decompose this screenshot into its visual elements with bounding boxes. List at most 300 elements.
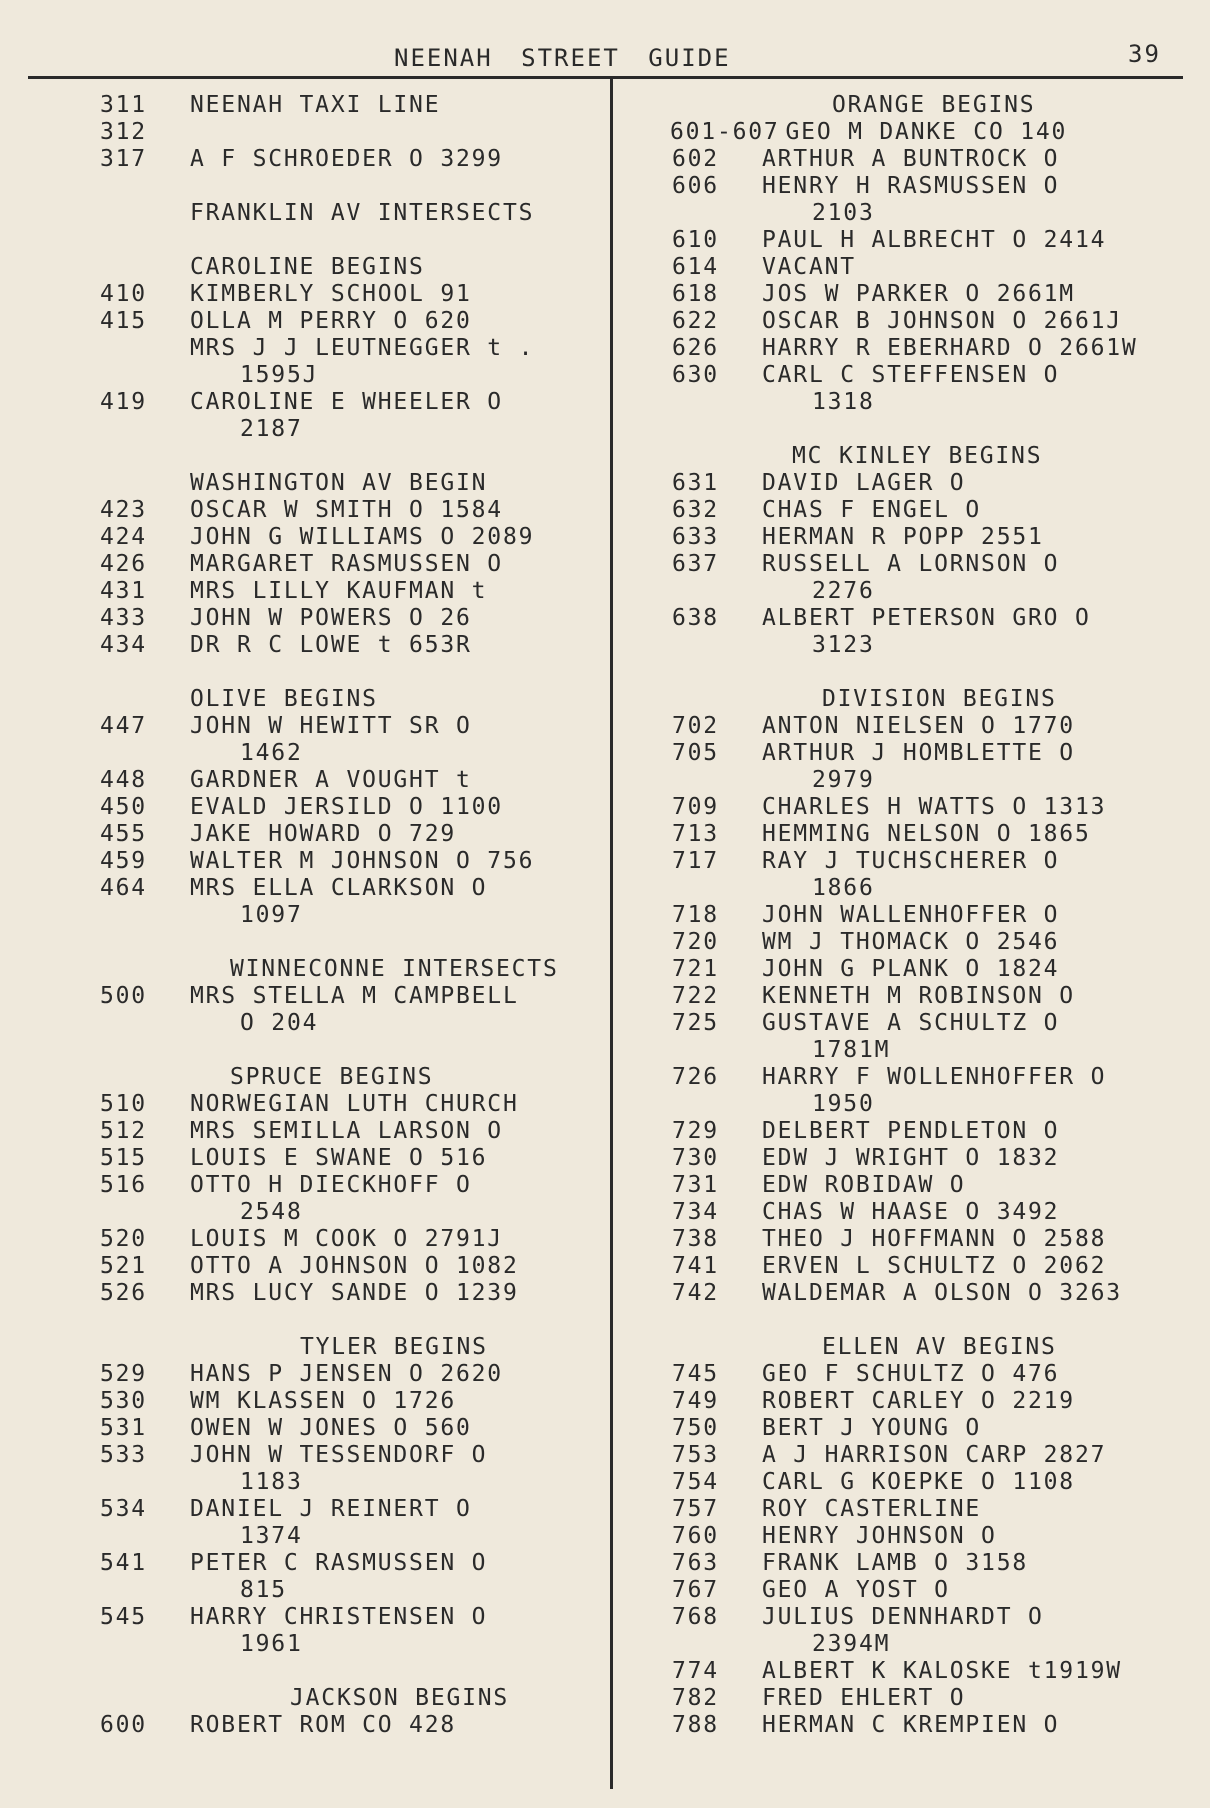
listing-row bbox=[100, 1442, 605, 1469]
house-number: 534 bbox=[100, 1496, 147, 1522]
listing-row bbox=[672, 1712, 1192, 1739]
occupant-name: MARGARET RASMUSSEN O bbox=[190, 551, 503, 577]
house-number: 754 bbox=[672, 1469, 719, 1495]
listing-row bbox=[672, 821, 1192, 848]
listing-row bbox=[100, 605, 605, 632]
occupant-name: GARDNER A VOUGHT t bbox=[190, 767, 472, 793]
listing-row bbox=[100, 983, 605, 1010]
house-number: 731 bbox=[672, 1172, 719, 1198]
occupant-name: RAY J TUCHSCHERER O bbox=[762, 848, 1060, 874]
house-number: 512 bbox=[100, 1118, 147, 1144]
house-number: 626 bbox=[672, 335, 719, 361]
listing-row bbox=[672, 1658, 1192, 1685]
house-number: 753 bbox=[672, 1442, 719, 1468]
listing-row bbox=[100, 1388, 605, 1415]
header-rule bbox=[28, 76, 1183, 79]
occupant-name: BERT J YOUNG O bbox=[762, 1415, 982, 1441]
occupant-name: ARTHUR A BUNTROCK O bbox=[762, 146, 1060, 172]
occupant-name: HENRY H RASMUSSEN O bbox=[762, 173, 1060, 199]
listing-continuation bbox=[672, 875, 1192, 902]
occupant-name: MRS LUCY SANDE O 1239 bbox=[190, 1280, 519, 1306]
listing-row bbox=[100, 1604, 605, 1631]
occupant-name: GEO A YOST O bbox=[762, 1577, 950, 1603]
occupant-name: FRANK LAMB O 3158 bbox=[762, 1550, 1029, 1576]
house-number: 705 bbox=[672, 740, 719, 766]
occupant-name: HARRY F WOLLENHOFFER O bbox=[762, 1064, 1107, 1090]
blank-line bbox=[100, 1037, 605, 1064]
house-number: 601-607 bbox=[670, 119, 780, 145]
section-label: JACKSON BEGINS bbox=[290, 1685, 510, 1711]
house-number: 455 bbox=[100, 821, 147, 847]
occupant-name: 1961 bbox=[240, 1631, 303, 1657]
occupant-name: 3123 bbox=[812, 632, 875, 658]
occupant-name: A J HARRISON CARP 2827 bbox=[762, 1442, 1107, 1468]
blank-line bbox=[100, 443, 605, 470]
listing-continuation bbox=[672, 389, 1192, 416]
listing-row bbox=[100, 632, 605, 659]
listing-row bbox=[100, 335, 605, 362]
listing-row bbox=[100, 1253, 605, 1280]
column-divider bbox=[610, 79, 613, 1789]
house-number: 531 bbox=[100, 1415, 147, 1441]
listing-row bbox=[100, 146, 605, 173]
house-number: 500 bbox=[100, 983, 147, 1009]
listing-continuation bbox=[672, 1091, 1192, 1118]
blank-line bbox=[100, 227, 605, 254]
occupant-name: EDW ROBIDAW O bbox=[762, 1172, 966, 1198]
occupant-name: WALDEMAR A OLSON O 3263 bbox=[762, 1280, 1122, 1306]
blank-line bbox=[100, 1307, 605, 1334]
listing-continuation bbox=[100, 1199, 605, 1226]
house-number: 317 bbox=[100, 146, 147, 172]
occupant-name: 2276 bbox=[812, 578, 875, 604]
listing-row bbox=[672, 983, 1192, 1010]
house-number: 610 bbox=[672, 227, 719, 253]
occupant-name: CHAS W HAASE O 3492 bbox=[762, 1199, 1060, 1225]
blank-line bbox=[672, 416, 1192, 443]
occupant-name: A F SCHROEDER O 3299 bbox=[190, 146, 503, 172]
listing-row bbox=[672, 1604, 1192, 1631]
street-section-heading bbox=[100, 1685, 605, 1712]
listing-row bbox=[672, 524, 1192, 551]
house-number: 757 bbox=[672, 1496, 719, 1522]
house-number: 768 bbox=[672, 1604, 719, 1630]
house-number: 749 bbox=[672, 1388, 719, 1414]
street-section-heading bbox=[100, 686, 605, 713]
occupant-name: EDW J WRIGHT O 1832 bbox=[762, 1145, 1060, 1171]
occupant-name: MRS SEMILLA LARSON O bbox=[190, 1118, 503, 1144]
listing-continuation bbox=[672, 632, 1192, 659]
section-label: WINNECONNE INTERSECTS bbox=[230, 956, 559, 982]
house-number: 638 bbox=[672, 605, 719, 631]
house-number: 464 bbox=[100, 875, 147, 901]
occupant-name: HEMMING NELSON O 1865 bbox=[762, 821, 1091, 847]
blank-line bbox=[672, 1307, 1192, 1334]
house-number: 434 bbox=[100, 632, 147, 658]
listing-row bbox=[672, 1145, 1192, 1172]
house-number: 410 bbox=[100, 281, 147, 307]
occupant-name: 1462 bbox=[240, 740, 303, 766]
page-title: NEENAH STREET GUIDE bbox=[394, 44, 731, 72]
house-number: 782 bbox=[672, 1685, 719, 1711]
occupant-name: 1781M bbox=[812, 1037, 891, 1063]
listing-row bbox=[672, 1685, 1192, 1712]
house-number: 515 bbox=[100, 1145, 147, 1171]
listing-row bbox=[672, 470, 1192, 497]
occupant-name: JOHN G PLANK O 1824 bbox=[762, 956, 1060, 982]
listing-row bbox=[100, 767, 605, 794]
house-number: 738 bbox=[672, 1226, 719, 1252]
house-number: 633 bbox=[672, 524, 719, 550]
house-number: 720 bbox=[672, 929, 719, 955]
house-number: 741 bbox=[672, 1253, 719, 1279]
occupant-name: DANIEL J REINERT O bbox=[190, 1496, 472, 1522]
listing-row bbox=[672, 1415, 1192, 1442]
occupant-name: HARRY CHRISTENSEN O bbox=[190, 1604, 488, 1630]
listing-row bbox=[100, 254, 605, 281]
occupant-name: RUSSELL A LORNSON O bbox=[762, 551, 1060, 577]
right-column bbox=[672, 92, 1192, 1739]
listing-row bbox=[672, 254, 1192, 281]
listing-row bbox=[672, 1361, 1192, 1388]
occupant-name: HERMAN C KREMPIEN O bbox=[762, 1712, 1060, 1738]
occupant-name: 1183 bbox=[240, 1469, 303, 1495]
occupant-name: DR R C LOWE t 653R bbox=[190, 632, 472, 658]
house-number: 637 bbox=[672, 551, 719, 577]
house-number: 459 bbox=[100, 848, 147, 874]
listing-row bbox=[672, 1118, 1192, 1145]
occupant-name: 1866 bbox=[812, 875, 875, 901]
occupant-name: KIMBERLY SCHOOL 91 bbox=[190, 281, 472, 307]
house-number: 529 bbox=[100, 1361, 147, 1387]
listing-row bbox=[100, 848, 605, 875]
blank-line bbox=[100, 173, 605, 200]
occupant-name: OWEN W JONES O 560 bbox=[190, 1415, 472, 1441]
house-number: 622 bbox=[672, 308, 719, 334]
house-number: 742 bbox=[672, 1280, 719, 1306]
house-number: 729 bbox=[672, 1118, 719, 1144]
street-section-heading bbox=[672, 1334, 1192, 1361]
occupant-name: ALBERT K KALOSKE t1919W bbox=[762, 1658, 1122, 1684]
occupant-name: JOHN WALLENHOFFER O bbox=[762, 902, 1060, 928]
occupant-name: NORWEGIAN LUTH CHURCH bbox=[190, 1091, 519, 1117]
listing-row bbox=[100, 281, 605, 308]
listing-row bbox=[672, 551, 1192, 578]
occupant-name: ALBERT PETERSON GRO O bbox=[762, 605, 1091, 631]
house-number: 734 bbox=[672, 1199, 719, 1225]
occupant-name: OLLA M PERRY O 620 bbox=[190, 308, 472, 334]
house-number: 618 bbox=[672, 281, 719, 307]
occupant-name: JOHN W TESSENDORF O bbox=[190, 1442, 488, 1468]
occupant-name: CARL C STEFFENSEN O bbox=[762, 362, 1060, 388]
house-number: 713 bbox=[672, 821, 719, 847]
occupant-name: MRS STELLA M CAMPBELL bbox=[190, 983, 519, 1009]
occupant-name: 1595J bbox=[240, 362, 319, 388]
occupant-name: 1950 bbox=[812, 1091, 875, 1117]
listing-continuation bbox=[100, 1577, 605, 1604]
house-number: 721 bbox=[672, 956, 719, 982]
street-section-heading bbox=[672, 686, 1192, 713]
section-label: ORANGE BEGINS bbox=[832, 92, 1036, 118]
house-number: 709 bbox=[672, 794, 719, 820]
house-number: 767 bbox=[672, 1577, 719, 1603]
occupant-name: LOUIS E SWANE O 516 bbox=[190, 1145, 488, 1171]
occupant-name: ROY CASTERLINE bbox=[762, 1496, 982, 1522]
occupant-name: OTTO A JOHNSON O 1082 bbox=[190, 1253, 519, 1279]
house-number: 750 bbox=[672, 1415, 719, 1441]
house-number: 632 bbox=[672, 497, 719, 523]
house-number: 760 bbox=[672, 1523, 719, 1549]
listing-row bbox=[672, 362, 1192, 389]
listing-row bbox=[672, 848, 1192, 875]
listing-row bbox=[672, 335, 1192, 362]
listing-row bbox=[672, 1253, 1192, 1280]
listing-row bbox=[100, 1091, 605, 1118]
listing-row bbox=[100, 551, 605, 578]
house-number: 788 bbox=[672, 1712, 719, 1738]
listing-row bbox=[100, 389, 605, 416]
street-section-heading bbox=[100, 470, 605, 497]
house-number: 630 bbox=[672, 362, 719, 388]
section-label: ELLEN AV BEGINS bbox=[822, 1334, 1057, 1360]
occupant-name: VACANT bbox=[762, 254, 856, 280]
listing-continuation bbox=[100, 1631, 605, 1658]
listing-row bbox=[100, 1280, 605, 1307]
occupant-name: MRS ELLA CLARKSON O bbox=[190, 875, 488, 901]
occupant-name: ANTON NIELSEN O 1770 bbox=[762, 713, 1075, 739]
occupant-name: CAROLINE E WHEELER O bbox=[190, 389, 503, 415]
listing-row bbox=[100, 524, 605, 551]
house-number: 510 bbox=[100, 1091, 147, 1117]
listing-row bbox=[100, 1118, 605, 1145]
house-number: 424 bbox=[100, 524, 147, 550]
listing-row bbox=[672, 173, 1192, 200]
section-label: WASHINGTON AV BEGIN bbox=[190, 470, 488, 496]
house-number: 614 bbox=[672, 254, 719, 280]
house-number: 722 bbox=[672, 983, 719, 1009]
listing-row bbox=[672, 956, 1192, 983]
house-number: 431 bbox=[100, 578, 147, 604]
section-label: DIVISION BEGINS bbox=[822, 686, 1057, 712]
blank-line bbox=[100, 1658, 605, 1685]
occupant-name: FRANKLIN AV INTERSECTS bbox=[190, 200, 535, 226]
house-number: 725 bbox=[672, 1010, 719, 1036]
listing-row bbox=[672, 1442, 1192, 1469]
listing-row bbox=[672, 1010, 1192, 1037]
listing-row bbox=[100, 1361, 605, 1388]
listing-row bbox=[100, 1145, 605, 1172]
street-section-heading bbox=[100, 956, 605, 983]
blank-line bbox=[100, 929, 605, 956]
listing-row bbox=[100, 578, 605, 605]
listing-row bbox=[672, 794, 1192, 821]
occupant-name: EVALD JERSILD O 1100 bbox=[190, 794, 503, 820]
listing-row bbox=[672, 902, 1192, 929]
occupant-name: WALTER M JOHNSON O 756 bbox=[190, 848, 535, 874]
occupant-name: HANS P JENSEN O 2620 bbox=[190, 1361, 503, 1387]
occupant-name: CHAS F ENGEL O bbox=[762, 497, 982, 523]
listing-continuation bbox=[100, 740, 605, 767]
listing-continuation bbox=[672, 1037, 1192, 1064]
occupant-name: 1374 bbox=[240, 1523, 303, 1549]
occupant-name: PAUL H ALBRECHT O 2414 bbox=[762, 227, 1107, 253]
house-number: 730 bbox=[672, 1145, 719, 1171]
occupant-name: 2548 bbox=[240, 1199, 303, 1225]
house-number: 745 bbox=[672, 1361, 719, 1387]
blank-line bbox=[672, 659, 1192, 686]
left-column bbox=[100, 92, 605, 1739]
occupant-name: 2394M bbox=[812, 1631, 891, 1657]
occupant-name: WM J THOMACK O 2546 bbox=[762, 929, 1060, 955]
listing-row bbox=[100, 875, 605, 902]
house-number: 600 bbox=[100, 1712, 147, 1738]
occupant-name: HARRY R EBERHARD O 2661W bbox=[762, 335, 1138, 361]
occupant-name: CAROLINE BEGINS bbox=[190, 254, 425, 280]
listing-row bbox=[672, 1496, 1192, 1523]
occupant-name: LOUIS M COOK O 2791J bbox=[190, 1226, 503, 1252]
house-number: 533 bbox=[100, 1442, 147, 1468]
occupant-name: FRED EHLERT O bbox=[762, 1685, 966, 1711]
listing-row bbox=[672, 713, 1192, 740]
listing-continuation bbox=[100, 416, 605, 443]
listing-row bbox=[672, 308, 1192, 335]
listing-continuation bbox=[100, 362, 605, 389]
listing-row bbox=[100, 1415, 605, 1442]
occupant-name: HENRY JOHNSON O bbox=[762, 1523, 997, 1549]
occupant-name: CARL G KOEPKE O 1108 bbox=[762, 1469, 1075, 1495]
listing-row bbox=[672, 1550, 1192, 1577]
listing-continuation bbox=[672, 578, 1192, 605]
listing-continuation bbox=[672, 1631, 1192, 1658]
listing-row bbox=[672, 1388, 1192, 1415]
occupant-name: GEO F SCHULTZ O 476 bbox=[762, 1361, 1060, 1387]
listing-row bbox=[100, 1550, 605, 1577]
listing-row bbox=[672, 929, 1192, 956]
listing-continuation bbox=[100, 1010, 605, 1037]
listing-row bbox=[672, 227, 1192, 254]
section-label: OLIVE BEGINS bbox=[190, 686, 378, 712]
occupant-name: DAVID LAGER O bbox=[762, 470, 966, 496]
occupant-name: MRS J J LEUTNEGGER t . bbox=[190, 335, 535, 361]
occupant-name: MRS LILLY KAUFMAN t bbox=[190, 578, 488, 604]
house-number: 426 bbox=[100, 551, 147, 577]
listing-row bbox=[100, 794, 605, 821]
occupant-name: JULIUS DENNHARDT O bbox=[762, 1604, 1044, 1630]
house-number: 631 bbox=[672, 470, 719, 496]
house-number: 415 bbox=[100, 308, 147, 334]
house-number: 526 bbox=[100, 1280, 147, 1306]
house-number: 516 bbox=[100, 1172, 147, 1198]
occupant-name: GUSTAVE A SCHULTZ O bbox=[762, 1010, 1060, 1036]
house-number: 423 bbox=[100, 497, 147, 523]
listing-row bbox=[100, 92, 605, 119]
occupant-name: ARTHUR J HOMBLETTE O bbox=[762, 740, 1075, 766]
house-number: 606 bbox=[672, 173, 719, 199]
street-section-heading bbox=[672, 92, 1192, 119]
occupant-name: 2979 bbox=[812, 767, 875, 793]
house-number: 419 bbox=[100, 389, 147, 415]
listing-row bbox=[672, 1226, 1192, 1253]
listing-row bbox=[100, 1172, 605, 1199]
house-number: 541 bbox=[100, 1550, 147, 1576]
listing-row bbox=[100, 713, 605, 740]
occupant-name: HERMAN R POPP 2551 bbox=[762, 524, 1044, 550]
occupant-name: NEENAH TAXI LINE bbox=[190, 92, 441, 118]
listing-row bbox=[672, 1280, 1192, 1307]
listing-row bbox=[100, 119, 605, 146]
house-number: 702 bbox=[672, 713, 719, 739]
house-number: 602 bbox=[672, 146, 719, 172]
occupant-name: DELBERT PENDLETON O bbox=[762, 1118, 1060, 1144]
occupant-name: JAKE HOWARD O 729 bbox=[190, 821, 457, 847]
occupant-name: JOHN W POWERS O 26 bbox=[190, 605, 472, 631]
house-number: 718 bbox=[672, 902, 719, 928]
occupant-name: O 204 bbox=[240, 1010, 319, 1036]
occupant-name: JOHN G WILLIAMS O 2089 bbox=[190, 524, 535, 550]
occupant-name: JOS W PARKER O 2661M bbox=[762, 281, 1075, 307]
occupant-name: WM KLASSEN O 1726 bbox=[190, 1388, 457, 1414]
house-number: 774 bbox=[672, 1658, 719, 1684]
listing-row bbox=[672, 740, 1192, 767]
occupant-name: OSCAR W SMITH O 1584 bbox=[190, 497, 503, 523]
street-section-heading bbox=[100, 1064, 605, 1091]
house-number: 448 bbox=[100, 767, 147, 793]
page-header bbox=[0, 36, 1210, 72]
occupant-name: 1097 bbox=[240, 902, 303, 928]
occupant-name: GEO M DANKE CO 140 bbox=[785, 119, 1068, 145]
occupant-name: 2103 bbox=[812, 200, 875, 226]
listing-row bbox=[670, 119, 1192, 146]
listing-continuation bbox=[100, 902, 605, 929]
street-section-heading bbox=[100, 1334, 605, 1361]
occupant-name: 2187 bbox=[240, 416, 303, 442]
page-number: 39 bbox=[1128, 40, 1161, 68]
listing-row bbox=[672, 1577, 1192, 1604]
house-number: 311 bbox=[100, 92, 147, 118]
occupant-name: 1318 bbox=[812, 389, 875, 415]
listing-row bbox=[672, 1523, 1192, 1550]
house-number: 530 bbox=[100, 1388, 147, 1414]
blank-line bbox=[100, 659, 605, 686]
listing-row bbox=[672, 605, 1192, 632]
section-label: MC KINLEY BEGINS bbox=[792, 443, 1043, 469]
house-number: 763 bbox=[672, 1550, 719, 1576]
section-label: SPRUCE BEGINS bbox=[230, 1064, 434, 1090]
house-number: 450 bbox=[100, 794, 147, 820]
occupant-name: ROBERT CARLEY O 2219 bbox=[762, 1388, 1075, 1414]
listing-row bbox=[672, 281, 1192, 308]
listing-row bbox=[100, 821, 605, 848]
listing-row bbox=[100, 1496, 605, 1523]
listing-row bbox=[672, 146, 1192, 173]
house-number: 433 bbox=[100, 605, 147, 631]
listing-continuation bbox=[672, 767, 1192, 794]
occupant-name: ERVEN L SCHULTZ O 2062 bbox=[762, 1253, 1107, 1279]
listing-row bbox=[100, 308, 605, 335]
house-number: 726 bbox=[672, 1064, 719, 1090]
listing-row bbox=[672, 1172, 1192, 1199]
house-number: 545 bbox=[100, 1604, 147, 1630]
occupant-name: OTTO H DIECKHOFF O bbox=[190, 1172, 472, 1198]
house-number: 447 bbox=[100, 713, 147, 739]
occupant-name: PETER C RASMUSSEN O bbox=[190, 1550, 488, 1576]
listing-continuation bbox=[672, 200, 1192, 227]
occupant-name: JOHN W HEWITT SR O bbox=[190, 713, 472, 739]
listing-row bbox=[100, 1226, 605, 1253]
listing-row bbox=[672, 497, 1192, 524]
occupant-name: KENNETH M ROBINSON O bbox=[762, 983, 1075, 1009]
listing-row bbox=[672, 1199, 1192, 1226]
